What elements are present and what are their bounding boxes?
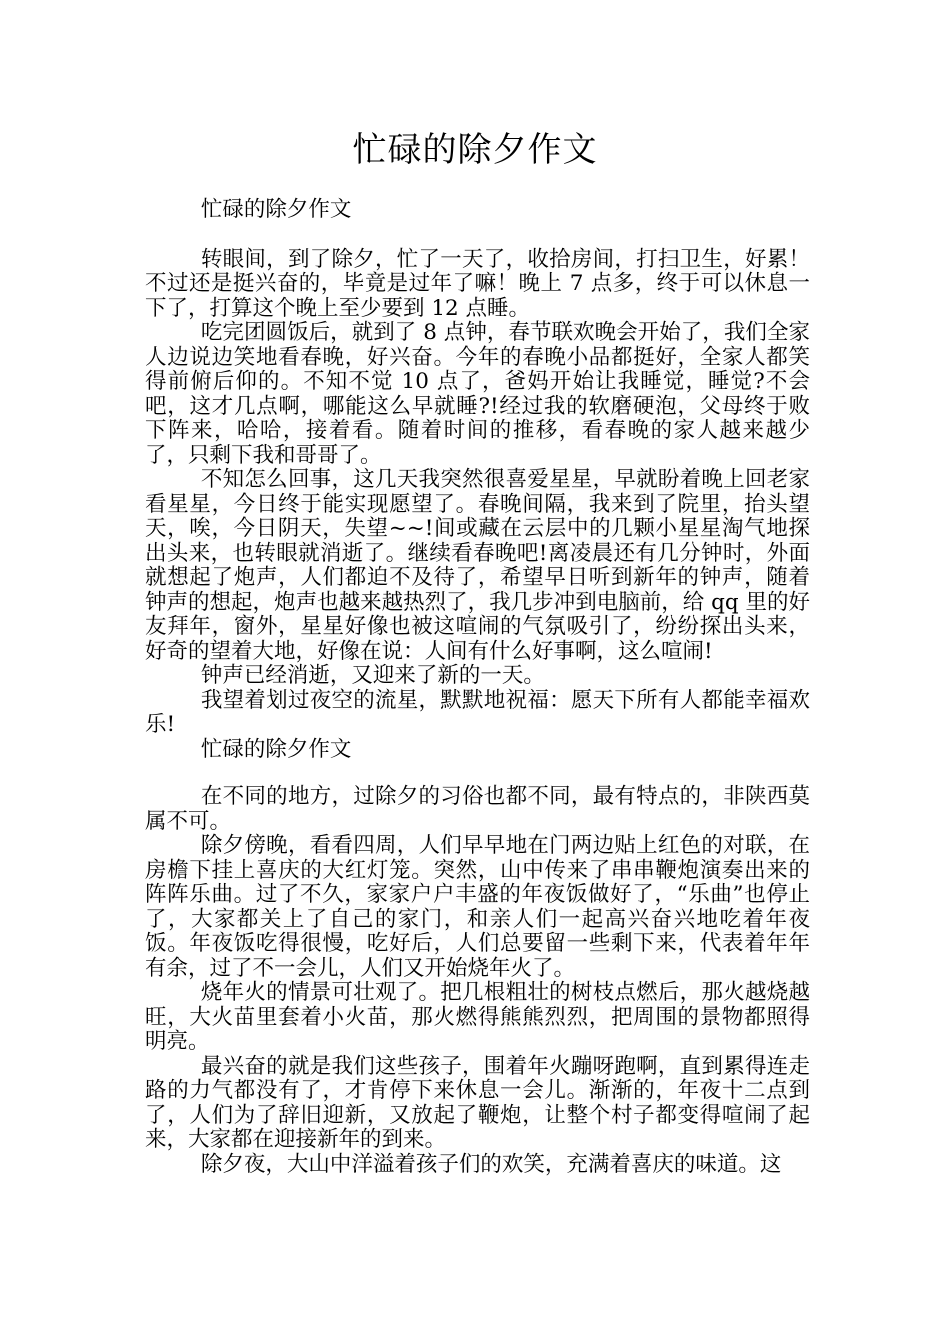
- paragraph: 最兴奋的就是我们这些孩子，围着年火蹦呀跑啊，直到累得连走路的力气都没有了，才肯停下来休息一会儿。渐渐的，年夜十二点到了，人们为了辞旧迎新，又放起了鞭炮，让整个村子都变得喧闹了起来，大家都在迎接新年的到来。: [145, 1053, 810, 1152]
- paragraph: 除夕夜，大山中洋溢着孩子们的欢笑，充满着喜庆的味道。这: [200, 1151, 782, 1177]
- paragraph: 我望着划过夜空的流星，默默地祝福：愿天下所有人都能幸福欢乐!: [145, 687, 810, 737]
- document-title: 忙碌的除夕作文: [352, 130, 598, 170]
- spacer: [145, 762, 810, 785]
- paragraph: 烧年火的情景可壮观了。把几根粗壮的树枝点燃后，那火越烧越旺，大火苗里套着小火苗，那火燃得熊熊烈烈，把周围的景物都照得明亮。: [145, 980, 810, 1054]
- paragraph: 转眼间，到了除夕，忙了一天了，收拾房间，打扫卫生，好累！不过还是挺兴奋的，毕竟是过年了嘛！晚上 7 点多，终于可以休息一下了，打算这个晚上至少要到 12 点睡。: [145, 246, 810, 321]
- paragraph: 在不同的地方，过除夕的习俗也都不同，最有特点的，非陕西莫属不可。: [145, 784, 810, 834]
- section-heading: 忙碌的除夕作文: [200, 736, 352, 762]
- paragraph: 不知怎么回事，这几天我突然很喜爱星星，早就盼着晚上回老家看星星，今日终于能实现愿望了。春晚间隔，我来到了院里，抬头望天，唉，今日阴天，失望~~!间或藏在云层中的几颗小星星淘气地探出头来，也转眼就消逝了。继续看春晚吧!离凌晨还有几分钟时，外面就想起了炮声，人们都迫不及待了，希望早日听到新年的钟声，随着钟声的想起，炮声也越来越热烈了，我几步冲到电脑前，给 qq 里的好友拜年，窗外，星星好像也被这喧闹的气氛吸引了，纷纷探出头来，好奇的望着大地，好像在说：人间有什么好事啊，这么喧闹!: [145, 467, 810, 664]
- spacer: [145, 223, 810, 248]
- section-heading: 忙碌的除夕作文: [200, 197, 352, 222]
- document-body: [145, 198, 810, 1177]
- paragraph: 钟声已经消逝，又迎来了新的一天。: [200, 663, 545, 688]
- paragraph: 除夕傍晚，看看四周，人们早早地在门两边贴上红色的对联，在房檐下挂上喜庆的大红灯笼。突然，山中传来了串串鞭炮演奏出来的阵阵乐曲。过了不久，家家户户丰盛的年夜饭做好了，“乐曲”也停止了，大家都关上了自己的家门，和亲人们一起高兴奋兴地吃着年夜饭。年夜饭吃得很慢，吃好后，人们总要留一些剩下来，代表着年年有余，过了不一会儿，人们又开始烧年火了。: [145, 833, 810, 981]
- paragraph: 吃完团圆饭后，就到了 8 点钟，春节联欢晚会开始了，我们全家人边说边笑地看春晚，好兴奋。今年的春晚小品都挺好，全家人都笑得前俯后仰的。不知不觉 10 点了，爸妈开始让我睡觉，睡觉?不会吧，这才几点啊，哪能这么早就睡?!经过我的软磨硬泡，父母终于败下阵来，哈哈，接着看。随着时间的推移，看春晚的家人越来越少了，只剩下我和哥哥了。: [145, 320, 810, 468]
